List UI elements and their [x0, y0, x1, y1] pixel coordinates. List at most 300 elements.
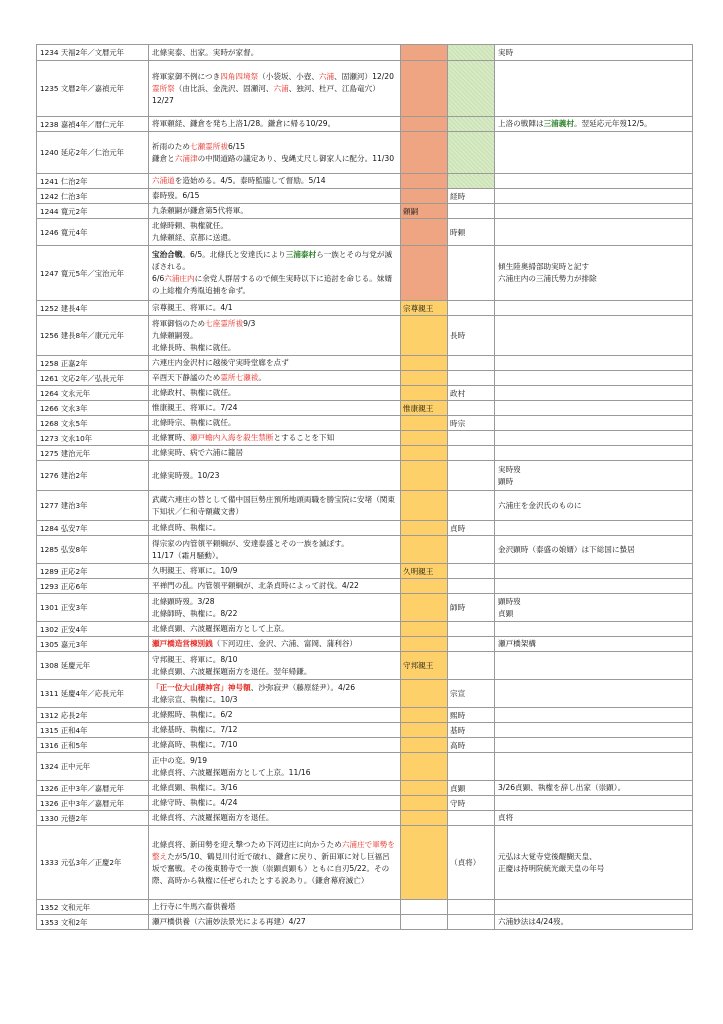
event-text: 六浦	[273, 83, 289, 93]
year-cell: 1312 応長2年	[37, 708, 149, 723]
event-line	[152, 302, 397, 314]
year-cell: 1311 延慶4年／応長元年	[37, 680, 149, 708]
note-cell	[495, 491, 693, 521]
event-text: 泰時歿。6/15	[152, 191, 200, 200]
regent-cell	[448, 61, 495, 117]
regent-cell	[448, 45, 495, 61]
regent-cell	[448, 900, 495, 915]
event-line	[152, 550, 397, 562]
note-cell	[495, 811, 693, 826]
table-row	[37, 900, 693, 915]
event-cell	[149, 708, 401, 723]
table-row	[37, 117, 693, 132]
table-row	[37, 753, 693, 781]
event-cell	[149, 446, 401, 461]
event-text: 七瀬霊所祓	[189, 141, 228, 151]
note-cell	[495, 246, 693, 301]
regent-cell	[448, 637, 495, 652]
note-cell	[495, 708, 693, 723]
regent-cell	[448, 461, 495, 491]
event-text: を造始める。4/5。泰時監臨して督励。5/14	[174, 176, 326, 185]
note-text: 上洛の戦陣は	[498, 119, 544, 128]
regent-cell: 高時	[448, 738, 495, 753]
event-text: に余党人群居するので傾生実時以下に追討を命じる。妹婿の上総権介秀胤追捕を命ず。	[152, 274, 393, 295]
event-cell	[149, 246, 401, 301]
note-cell	[495, 461, 693, 491]
event-text: 北條宗宣、執権に。10/3	[152, 694, 238, 704]
event-text: 上行寺に牛馬六畜供養塔	[152, 902, 236, 911]
table-row	[37, 132, 693, 174]
year-cell: 1305 嘉元3年	[37, 637, 149, 652]
table-row	[37, 461, 693, 491]
shogun-cell: 頼嗣	[401, 204, 448, 219]
note-cell	[495, 723, 693, 738]
event-line	[152, 47, 397, 59]
table-row	[37, 723, 693, 738]
note-line: 貞顕	[498, 608, 514, 618]
year-cell: 1289 正応2年	[37, 564, 149, 579]
event-cell	[149, 204, 401, 219]
note-line: 実時歿	[498, 464, 521, 474]
shogun-cell	[401, 446, 448, 461]
event-text: 北條時宗、執権に就任。	[152, 418, 236, 427]
shogun-cell	[401, 461, 448, 491]
event-text: 瀬戸蟾内入海を殺生禁断	[189, 433, 274, 442]
regent-cell	[448, 401, 495, 416]
shogun-cell: 久明親王	[401, 564, 448, 579]
regent-cell	[448, 811, 495, 826]
event-text: 6/6	[152, 274, 165, 283]
regent-cell: 長時	[448, 316, 495, 356]
event-cell	[149, 174, 401, 189]
table-row	[37, 536, 693, 564]
event-text: 北條貞時、執権に。	[152, 523, 221, 532]
event-text: 北條貞顕、執権に。3/16	[152, 783, 238, 792]
event-cell	[149, 431, 401, 446]
note-cell	[495, 521, 693, 536]
shogun-cell	[401, 45, 448, 61]
note-text: 三浦義村	[543, 119, 574, 128]
table-row	[37, 301, 693, 316]
event-text: 鎌倉と	[152, 153, 175, 163]
regent-cell	[448, 652, 495, 680]
note-cell	[495, 386, 693, 401]
year-cell: 1284 弘安7年	[37, 521, 149, 536]
event-cell	[149, 521, 401, 536]
table-row	[37, 356, 693, 371]
table-row	[37, 811, 693, 826]
event-line	[152, 83, 397, 107]
event-line	[152, 190, 397, 202]
chronology-rows	[37, 45, 693, 930]
regent-cell: 貞顕	[448, 781, 495, 796]
event-text: 辛酉天下静謐のため	[152, 373, 221, 382]
event-cell	[149, 386, 401, 401]
note-cell	[495, 61, 693, 117]
note-cell	[495, 915, 693, 930]
event-text: 北條熙時、執権に。6/2	[152, 710, 233, 719]
shogun-cell	[401, 491, 448, 521]
note-line: 六浦妙法は4/24歿。	[498, 917, 569, 926]
event-text: 武蔵六連庄の替として備中国巨勢庄預所地頭両職を勝宝院に安堵（関東下知状／仁和寺額藏文書）	[152, 494, 395, 516]
regent-cell	[448, 356, 495, 371]
shogun-cell	[401, 219, 448, 246]
regent-cell	[448, 246, 495, 301]
year-cell: 1258 正嘉2年	[37, 356, 149, 371]
event-cell	[149, 45, 401, 61]
table-row	[37, 219, 693, 246]
event-text: 宝治合戦	[152, 250, 183, 259]
note-line: 貞将	[498, 813, 514, 822]
year-cell: 1315 正和4年	[37, 723, 149, 738]
shogun-cell	[401, 356, 448, 371]
event-text: 6/15	[227, 141, 245, 151]
event-cell	[149, 461, 401, 491]
event-text: 「正一位大山積神宮」神号額	[152, 682, 251, 692]
note-cell	[495, 189, 693, 204]
event-line	[152, 273, 397, 297]
regent-cell	[448, 536, 495, 564]
note-cell	[495, 174, 693, 189]
shogun-cell	[401, 622, 448, 637]
event-cell	[149, 781, 401, 796]
regent-cell	[448, 301, 495, 316]
regent-cell	[448, 753, 495, 781]
event-cell	[149, 652, 401, 680]
note-cell	[495, 117, 693, 132]
shogun-cell	[401, 781, 448, 796]
event-line	[152, 812, 397, 824]
event-text: 惟康親王、将軍に。7/24	[152, 403, 238, 412]
year-cell: 1242 仁治3年	[37, 189, 149, 204]
event-line	[152, 387, 397, 399]
table-row	[37, 204, 693, 219]
regent-cell: 経時	[448, 189, 495, 204]
event-line	[152, 638, 397, 650]
table-row	[37, 316, 693, 356]
shogun-cell	[401, 61, 448, 117]
regent-cell	[448, 446, 495, 461]
event-text: 祈雨のため	[152, 141, 190, 151]
event-text: 六浦庄内	[164, 274, 195, 283]
event-cell	[149, 491, 401, 521]
year-cell: 1301 正安3年	[37, 594, 149, 622]
shogun-cell	[401, 246, 448, 301]
year-cell: 1302 正安4年	[37, 622, 149, 637]
year-cell: 1326 正中3年／嘉暦元年	[37, 796, 149, 811]
note-line: 瀬戸橋架構	[498, 639, 536, 648]
note-cell	[495, 371, 693, 386]
year-cell: 1261 文応2年／弘長元年	[37, 371, 149, 386]
event-text: 六浦道	[152, 176, 175, 185]
year-cell: 1352 文和元年	[37, 900, 149, 915]
event-cell	[149, 723, 401, 738]
event-text: 六連庄内金沢村に越後守実時堂廊を点ず	[152, 358, 289, 367]
year-cell: 1238 嘉禎4年／暦仁元年	[37, 117, 149, 132]
note-line: 六浦庄を金沢氏のものに	[498, 500, 582, 510]
note-line: 顕時歿	[498, 596, 521, 606]
year-cell: 1276 建治2年	[37, 461, 149, 491]
regent-cell	[448, 579, 495, 594]
year-cell: 1326 正中3年／嘉暦元年	[37, 781, 149, 796]
event-text: 、固瀬河）12/20	[334, 71, 394, 81]
shogun-cell	[401, 117, 448, 132]
note-cell	[495, 753, 693, 781]
event-line	[152, 608, 397, 620]
event-text: 、独河、杜戸、江島竜穴）12/27	[152, 83, 380, 105]
event-text: たが5/10、鶴見川付近で破れ、鎌倉に戻り、新田軍に対し巨福呂坂で奮戦。その後東勝寺で一族（崇顕貞顕も）ともに自刃5/22。その際、高時から執権に任ぜられたとする説あり。（鎌倉幕府滅亡）	[152, 851, 390, 885]
table-row	[37, 796, 693, 811]
event-line	[152, 694, 397, 706]
shogun-cell	[401, 316, 448, 356]
event-line	[152, 739, 397, 751]
note-line	[498, 118, 689, 130]
event-line	[152, 767, 397, 779]
event-text: 北條実時、病で六浦に籠居	[152, 448, 244, 457]
event-text: 霊所七瀬祓	[220, 373, 259, 382]
event-text: 北條貞顕、六波羅探題南方として上京。	[152, 624, 289, 633]
regent-cell: 熙時	[448, 708, 495, 723]
regent-cell: 政村	[448, 386, 495, 401]
event-text: 北條貞将、新田勢を迎え撃つため下河辺庄に向かうため	[152, 839, 342, 849]
note-cell	[495, 680, 693, 708]
shogun-cell	[401, 521, 448, 536]
regent-cell	[448, 491, 495, 521]
year-cell: 1246 寛元4年	[37, 219, 149, 246]
event-line	[152, 916, 397, 928]
note-line: 顕時	[498, 476, 514, 486]
event-line	[152, 447, 397, 459]
table-row	[37, 491, 693, 521]
event-line	[152, 175, 397, 187]
event-text: とすることを下知	[273, 433, 335, 442]
event-text: 北條師時、執権に。8/22	[152, 608, 238, 618]
event-line	[152, 357, 397, 369]
year-cell: 1241 仁治2年	[37, 174, 149, 189]
event-text: 北條実泰、出家。実時が家督。	[152, 47, 259, 57]
event-text: 11/17（霜月騒動）。	[152, 550, 224, 560]
year-cell: 1234 天福2年／文暦元年	[37, 45, 149, 61]
event-text: 北條長時、執権に就任。	[152, 342, 236, 352]
event-cell	[149, 536, 401, 564]
shogun-cell	[401, 536, 448, 564]
event-line	[152, 318, 397, 330]
note-cell	[495, 132, 693, 174]
shogun-cell	[401, 680, 448, 708]
note-cell	[495, 900, 693, 915]
year-cell: 1285 弘安8年	[37, 536, 149, 564]
note-cell	[495, 536, 693, 564]
year-cell: 1264 文永元年	[37, 386, 149, 401]
note-cell	[495, 204, 693, 219]
event-text: 九条頼嗣が鎌倉第5代将軍。	[152, 206, 248, 215]
regent-cell	[448, 132, 495, 174]
year-cell: 1333 元弘3年／正慶2年	[37, 826, 149, 900]
event-cell	[149, 371, 401, 386]
event-line	[152, 153, 397, 165]
note-line: 傾生陸奥掃部助実時と記す	[498, 262, 590, 271]
event-cell	[149, 356, 401, 371]
year-cell: 1316 正和5年	[37, 738, 149, 753]
shogun-cell	[401, 416, 448, 431]
event-cell	[149, 796, 401, 811]
event-line	[152, 470, 397, 482]
event-cell	[149, 637, 401, 652]
event-cell	[149, 416, 401, 431]
event-text: 北條実時歿。10/23	[152, 470, 220, 480]
event-line	[152, 494, 397, 518]
event-cell	[149, 117, 401, 132]
event-text: 将軍御悩のため	[152, 318, 206, 328]
year-cell: 1266 文永3年	[37, 401, 149, 416]
year-cell: 1240 延応2年／仁治元年	[37, 132, 149, 174]
event-line	[152, 666, 397, 678]
event-text: 六浦庄で軍勢を整え	[152, 839, 395, 861]
shogun-cell	[401, 594, 448, 622]
shogun-cell	[401, 189, 448, 204]
shogun-cell	[401, 637, 448, 652]
event-line	[152, 205, 397, 217]
event-line	[152, 839, 397, 887]
table-row	[37, 446, 693, 461]
event-text: 北條時頼、執権就任。	[152, 221, 228, 230]
shogun-cell	[401, 753, 448, 781]
table-row	[37, 189, 693, 204]
event-text: 北條實時、	[152, 433, 190, 442]
event-cell	[149, 219, 401, 246]
shogun-cell: 守邦親王	[401, 652, 448, 680]
event-line	[152, 755, 397, 767]
event-cell	[149, 622, 401, 637]
event-line	[152, 71, 397, 83]
note-cell	[495, 652, 693, 680]
year-cell: 1268 文永5年	[37, 416, 149, 431]
note-cell	[495, 446, 693, 461]
shogun-cell	[401, 132, 448, 174]
event-cell	[149, 564, 401, 579]
year-cell: 1244 寛元2年	[37, 204, 149, 219]
note-cell	[495, 622, 693, 637]
shogun-cell	[401, 386, 448, 401]
note-cell	[495, 738, 693, 753]
event-cell	[149, 811, 401, 826]
event-cell	[149, 301, 401, 316]
event-text: 六浦津	[174, 153, 198, 163]
event-cell	[149, 680, 401, 708]
event-text: 北條貞将、六波羅探題南方を退任。	[152, 813, 274, 822]
event-text: 九條頼経、京都に送還。	[152, 233, 236, 242]
table-row	[37, 45, 693, 61]
regent-cell	[448, 915, 495, 930]
note-cell	[495, 219, 693, 246]
note-cell	[495, 301, 693, 316]
event-cell	[149, 61, 401, 117]
event-text: 。6/5。北條氏と安達氏により	[182, 250, 286, 259]
event-text: 北條顕時歿。3/28	[152, 596, 215, 606]
event-text: 、沙弥寂尹（藤原経尹）。4/26	[250, 682, 356, 692]
event-line	[152, 580, 397, 592]
event-text: 将軍頼経、鎌倉を発ち上洛1/28。鎌倉に帰る10/29。	[152, 119, 336, 128]
regent-cell	[448, 564, 495, 579]
note-line: 六浦庄内の三浦氏勢力が排除	[498, 274, 597, 283]
event-line	[152, 249, 397, 273]
event-cell	[149, 738, 401, 753]
event-line	[152, 522, 397, 534]
event-line	[152, 330, 397, 342]
shogun-cell	[401, 915, 448, 930]
note-line: 実時	[498, 47, 514, 57]
shogun-cell	[401, 174, 448, 189]
note-cell	[495, 594, 693, 622]
table-row	[37, 826, 693, 900]
note-cell	[495, 356, 693, 371]
event-line	[152, 417, 397, 429]
event-line	[152, 118, 397, 130]
note-text: 。翌延応元年歿12/5。	[573, 119, 652, 128]
note-cell	[495, 316, 693, 356]
table-row	[37, 416, 693, 431]
table-row	[37, 637, 693, 652]
regent-cell	[448, 431, 495, 446]
event-text: 七座霊所祓	[205, 318, 244, 328]
note-cell	[495, 826, 693, 900]
event-cell	[149, 900, 401, 915]
year-cell: 1277 建治3年	[37, 491, 149, 521]
event-text: の中間道路の議定あり、曳縄丈尺し御家人に配分。11/30	[197, 153, 395, 163]
event-line	[152, 342, 397, 354]
table-row	[37, 431, 693, 446]
table-row	[37, 564, 693, 579]
event-text: 北條貞顕、六波羅探題南方を退任。翌年帰鎌。	[152, 666, 312, 676]
year-cell: 1353 文和2年	[37, 915, 149, 930]
table-row	[37, 521, 693, 536]
note-cell	[495, 401, 693, 416]
event-cell	[149, 579, 401, 594]
event-cell	[149, 189, 401, 204]
regent-cell	[448, 204, 495, 219]
event-text: 九條頼嗣歿。	[152, 330, 198, 340]
table-row	[37, 174, 693, 189]
shogun-cell	[401, 796, 448, 811]
note-cell	[495, 579, 693, 594]
event-line	[152, 220, 397, 232]
year-cell: 1293 正応6年	[37, 579, 149, 594]
table-row	[37, 386, 693, 401]
event-text: 瀬戸橋造営棟別銭	[152, 639, 213, 648]
shogun-cell: 惟康親王	[401, 401, 448, 416]
regent-cell: 基時	[448, 723, 495, 738]
event-text: 平禅門の乱。内管領平頼綱が、北条貞時によって討伐。4/22	[152, 581, 359, 590]
event-cell	[149, 132, 401, 174]
regent-cell: 貞時	[448, 521, 495, 536]
regent-cell	[448, 622, 495, 637]
table-row	[37, 246, 693, 301]
event-text: 北條基時、執権に。7/12	[152, 725, 238, 734]
shogun-cell	[401, 826, 448, 900]
event-cell	[149, 753, 401, 781]
table-row	[37, 61, 693, 117]
event-text: 久明親王、将軍に。10/9	[152, 566, 238, 575]
year-cell: 1308 延慶元年	[37, 652, 149, 680]
chronology-table	[36, 44, 693, 930]
event-cell	[149, 826, 401, 900]
event-line	[152, 372, 397, 384]
note-line: 金沢顕時（泰盛の娘婿）は下総国に蟄居	[498, 544, 635, 554]
event-line	[152, 654, 397, 666]
regent-cell: （貞将）	[448, 826, 495, 900]
note-cell	[495, 796, 693, 811]
event-text: 北條政村、執権に就任。	[152, 388, 236, 397]
